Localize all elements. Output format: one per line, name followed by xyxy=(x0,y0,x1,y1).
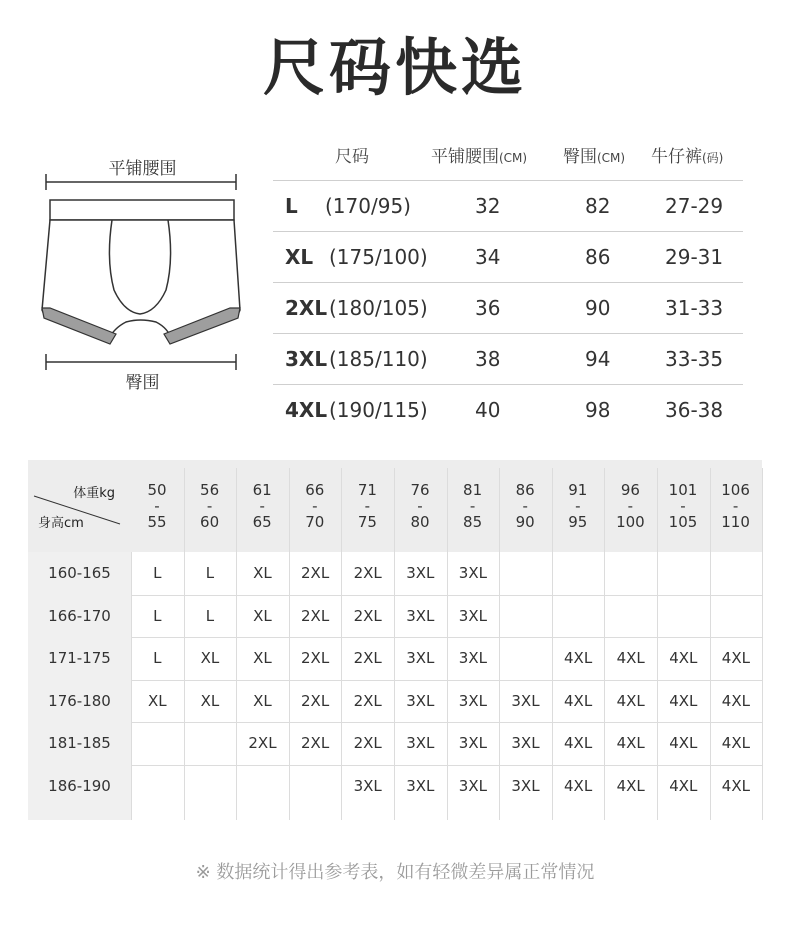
height-row-label: 160-165 xyxy=(48,564,111,582)
height-axis-label: 身高cm xyxy=(38,516,84,531)
weight-column-header: 56 - 60 xyxy=(200,481,220,531)
size-cell: 2XL xyxy=(353,606,382,625)
size-code: 2XL xyxy=(285,296,328,320)
size-cell: 4XL xyxy=(669,691,698,710)
size-cell: 2XL xyxy=(248,734,277,752)
hip-value: 94 xyxy=(585,347,611,371)
size-cell: L xyxy=(205,606,215,625)
hip-label: 臀围 xyxy=(125,373,160,393)
size-cell xyxy=(657,552,710,594)
weight-column-header: 61 - 65 xyxy=(252,481,272,531)
size-cell xyxy=(131,722,184,764)
boxer-illustration xyxy=(30,140,255,400)
size-code: 4XL xyxy=(285,398,328,422)
size-cell: 4XL xyxy=(616,734,645,752)
weight-axis-label: 体重kg xyxy=(73,486,115,501)
size-cell: L xyxy=(153,564,162,582)
size-cell: 4XL xyxy=(564,691,593,710)
footnote: ※ 数据统计得出参考表，如有轻微差异属正常情况 xyxy=(195,862,595,883)
size-cell: 2XL xyxy=(301,734,330,752)
size-cell xyxy=(710,595,763,637)
size-cell xyxy=(289,765,342,807)
size-cell xyxy=(184,765,237,807)
size-cell xyxy=(499,552,552,594)
weight-column-header: 76 - 80 xyxy=(410,481,430,531)
jeans-value: 31-33 xyxy=(665,296,724,320)
size-cell: 4XL xyxy=(669,734,698,752)
header-hip: 臀围(CM) xyxy=(563,147,626,167)
size-cell xyxy=(236,765,289,807)
size-cell: XL xyxy=(253,564,272,582)
size-cell xyxy=(552,552,605,594)
size-cell: XL xyxy=(253,649,272,667)
size-cell xyxy=(604,552,657,594)
size-code: 3XL xyxy=(285,347,328,371)
size-spec: (190/115) xyxy=(329,398,428,422)
size-cell: 2XL xyxy=(353,564,382,582)
size-code: L xyxy=(285,194,298,218)
weight-height-header xyxy=(28,460,762,552)
size-cell: 4XL xyxy=(616,776,645,795)
size-cell: 4XL xyxy=(669,776,698,795)
weight-height-table xyxy=(28,460,762,820)
hip-value: 90 xyxy=(585,296,611,320)
size-row xyxy=(273,282,743,333)
size-cell xyxy=(552,595,605,637)
size-cell: 3XL xyxy=(406,776,435,795)
waist-value: 36 xyxy=(475,296,501,320)
size-cell: XL xyxy=(253,691,272,710)
size-table-header xyxy=(273,130,743,180)
size-cell: 4XL xyxy=(721,734,750,752)
size-cell: L xyxy=(205,564,215,582)
height-row-label: 171-175 xyxy=(48,649,111,667)
size-cell: 2XL xyxy=(353,734,382,752)
header-waist: 平铺腰围(CM) xyxy=(431,147,528,167)
size-cell: L xyxy=(153,606,162,625)
underwear-diagram xyxy=(30,140,255,400)
size-cell: 3XL xyxy=(458,564,487,582)
jeans-value: 27-29 xyxy=(665,194,724,218)
size-cell xyxy=(710,552,763,594)
hip-value: 98 xyxy=(585,398,611,422)
size-cell: 4XL xyxy=(616,691,645,710)
size-cell: XL xyxy=(200,691,220,710)
weight-column-header: 81 - 85 xyxy=(463,481,483,531)
size-cell xyxy=(184,722,237,764)
jeans-value: 36-38 xyxy=(665,398,724,422)
size-row xyxy=(273,384,743,435)
waist-value: 40 xyxy=(475,398,501,422)
height-row-label: 181-185 xyxy=(48,734,111,752)
size-cell: 4XL xyxy=(721,649,750,667)
hip-value: 86 xyxy=(585,245,611,269)
size-cell: XL xyxy=(253,606,272,625)
header-jeans: 牛仔裤(码) xyxy=(651,147,724,167)
size-spec: (175/100) xyxy=(329,245,428,269)
size-cell: 3XL xyxy=(511,734,540,752)
corner-cell xyxy=(28,460,131,552)
size-cell: 3XL xyxy=(406,649,435,667)
header-size: 尺码 xyxy=(335,147,369,167)
size-cell: 2XL xyxy=(353,649,382,667)
size-cell: 4XL xyxy=(564,649,593,667)
size-spec: (185/110) xyxy=(329,347,428,371)
height-row-label: 166-170 xyxy=(48,606,111,625)
size-cell: 3XL xyxy=(353,776,382,795)
size-cell xyxy=(131,765,184,807)
weight-column-header: 86 - 90 xyxy=(515,481,535,531)
size-row xyxy=(273,180,743,231)
size-row xyxy=(273,231,743,282)
size-cell: 3XL xyxy=(406,606,435,625)
size-cell: 2XL xyxy=(353,691,382,710)
jeans-value: 33-35 xyxy=(665,347,724,371)
weight-column-header: 71 - 75 xyxy=(357,481,377,531)
page-title: 尺码快选 xyxy=(262,31,527,104)
size-spec: (180/105) xyxy=(329,296,428,320)
hip-value: 82 xyxy=(585,194,611,218)
weight-column-header: 91 - 95 xyxy=(568,481,588,531)
waist-label: 平铺腰围 xyxy=(108,159,177,179)
size-cell: 3XL xyxy=(511,776,540,795)
weight-column-header: 66 - 70 xyxy=(305,481,325,531)
weight-column-header: 101 - 105 xyxy=(668,481,698,531)
size-cell: 2XL xyxy=(301,691,330,710)
weight-column-header: 96 - 100 xyxy=(616,481,645,531)
size-cell: 4XL xyxy=(669,649,698,667)
height-row-label: 176-180 xyxy=(48,691,111,710)
size-cell: 3XL xyxy=(406,691,435,710)
size-cell: 4XL xyxy=(564,734,593,752)
size-cell: 3XL xyxy=(406,564,435,582)
size-cell xyxy=(499,595,552,637)
size-cell: L xyxy=(153,649,162,667)
waist-value: 32 xyxy=(475,194,501,218)
size-cell: 2XL xyxy=(301,564,330,582)
jeans-value: 29-31 xyxy=(665,245,724,269)
size-cell: 3XL xyxy=(458,649,487,667)
size-spec: (170/95) xyxy=(325,194,411,218)
size-cell: 3XL xyxy=(458,776,487,795)
size-cell: 4XL xyxy=(721,691,750,710)
size-cell: 3XL xyxy=(511,691,540,710)
size-cell xyxy=(657,595,710,637)
size-cell: 3XL xyxy=(458,734,487,752)
height-row-label: 186-190 xyxy=(48,776,111,795)
size-table xyxy=(273,130,743,435)
size-cell: 3XL xyxy=(458,691,487,710)
size-cell xyxy=(499,637,552,679)
waist-value: 34 xyxy=(475,245,501,269)
size-cell: 4XL xyxy=(616,649,645,667)
size-cell: 4XL xyxy=(564,776,593,795)
weight-column-header: 106 - 110 xyxy=(721,481,750,531)
size-cell xyxy=(604,595,657,637)
waist-value: 38 xyxy=(475,347,501,371)
size-cell: XL xyxy=(147,691,167,710)
size-cell: XL xyxy=(200,649,220,667)
size-row xyxy=(273,333,743,384)
size-cell: 3XL xyxy=(458,606,487,625)
size-cell: 3XL xyxy=(406,734,435,752)
weight-column-header: 50 - 55 xyxy=(147,481,167,531)
size-cell: 2XL xyxy=(301,606,330,625)
size-code: XL xyxy=(285,245,314,269)
size-cell: 2XL xyxy=(301,649,330,667)
size-cell: 4XL xyxy=(721,776,750,795)
